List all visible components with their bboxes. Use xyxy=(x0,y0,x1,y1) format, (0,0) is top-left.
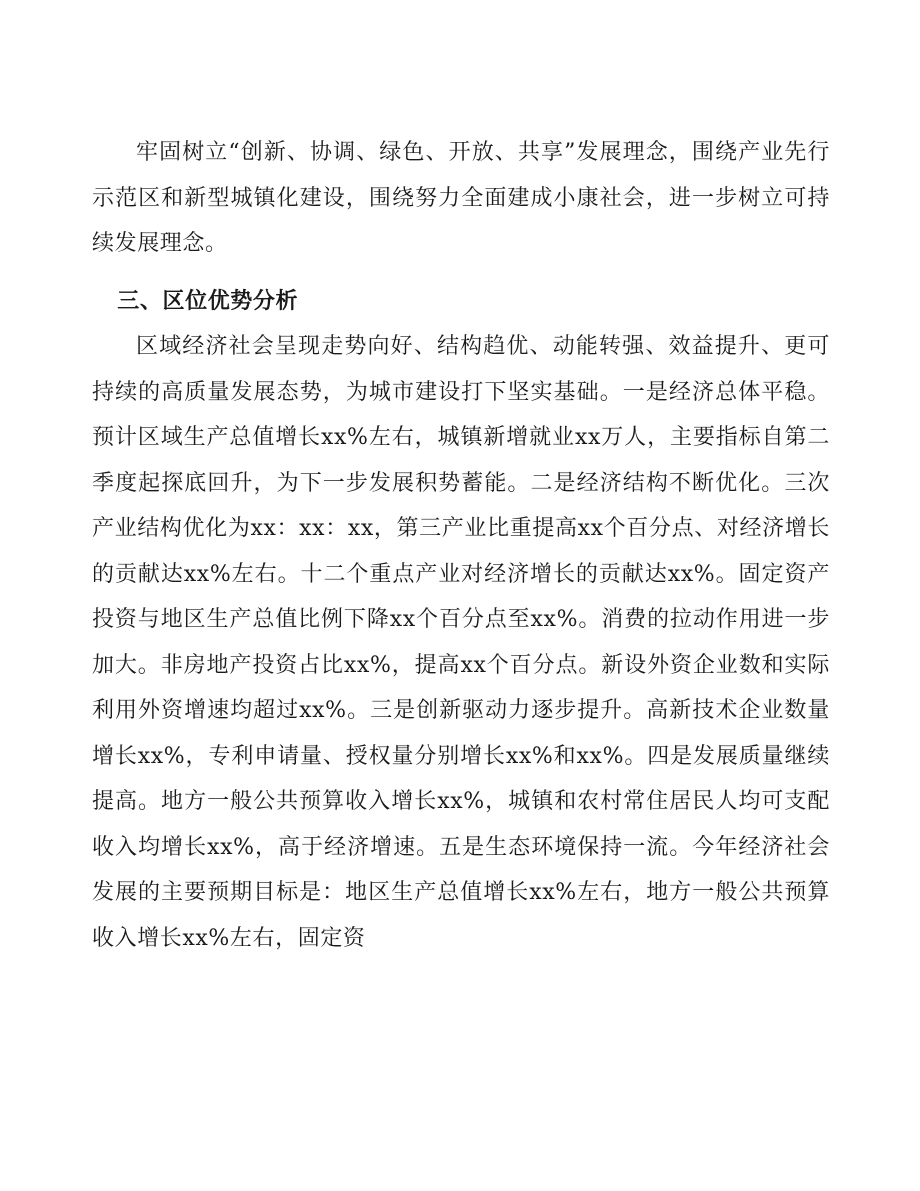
document-page xyxy=(92,130,830,961)
section-heading: 三、区位优势分析 xyxy=(117,287,299,314)
body-paragraph-2: 区域经济社会呈现走势向好、结构趋优、动能转强、效益提升、更可持续的高质量发展态势，为城市建设打下坚实基础。一是经济总体平稳。预计区域生产总值增长xx%左右，城镇新增就业xx万人，主要指标自第二季度起探底回升，为下一步发展积势蓄能。二是经济结构不断优化。三次产业结构优化为xx：xx：xx，第三产业比重提高xx个百分点、对经济增长的贡献达xx%左右。十二个重点产业对经济增长的贡献达xx%。固定资产投资与地区生产总值比例下降xx个百分点至xx%。消费的拉动作用进一步加大。非房地产投资占比xx%，提高xx个百分点。新设外资企业数和实际利用外资增速均超过xx%。三是创新驱动力逐步提升。高新技术企业数量增长xx%，专利申请量、授权量分别增长xx%和xx%。四是发展质量继续提高。地方一般公共预算收入增长xx%，城镇和农村常住居民人均可支配收入均增长xx%，高于经济增速。五是生态环境保持一流。今年经济社会发展的主要预期目标是：地区生产总值增长xx%左右，地方一般公共预算收入增长xx%左右，固定资 xyxy=(92,334,830,951)
body-paragraph-1: 牢固树立“创新、协调、绿色、开放、共享”发展理念，围绕产业先行示范区和新型城镇化建设，围绕努力全面建成小康社会，进一步树立可持续发展理念。 xyxy=(92,140,830,256)
